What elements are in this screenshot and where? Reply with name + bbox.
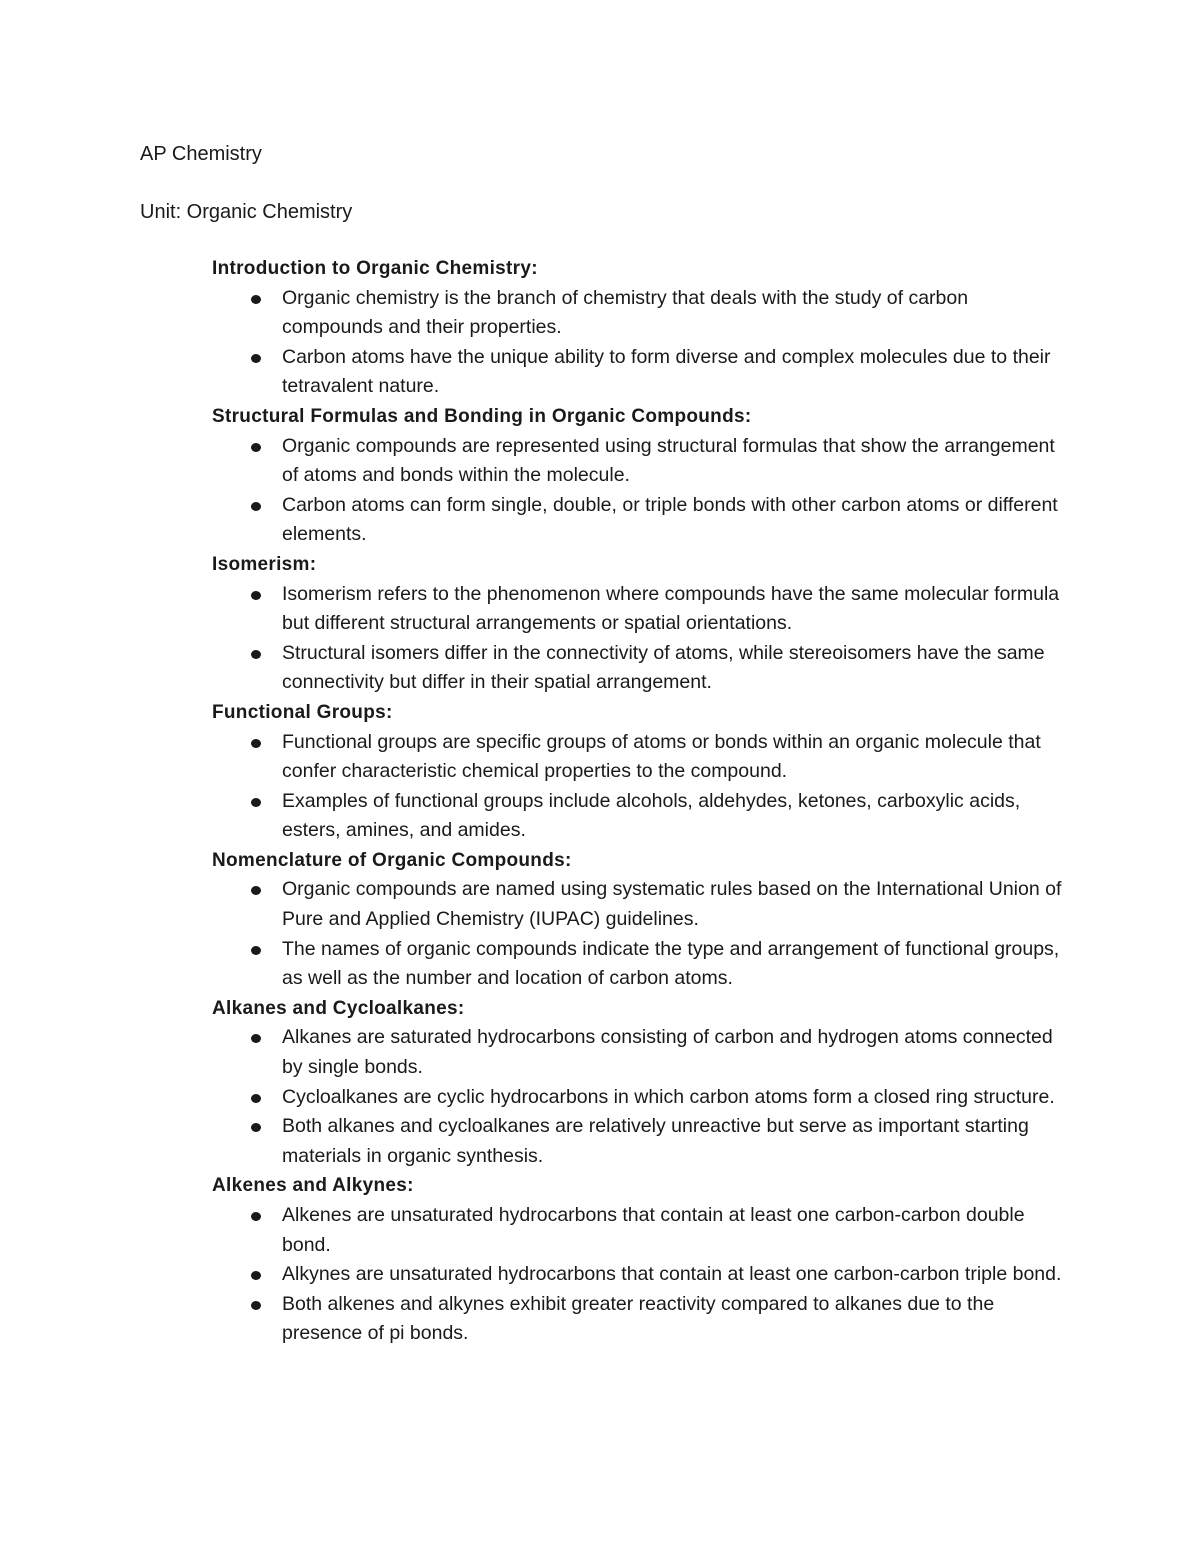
bullet-text: The names of organic compounds indicate the type and arrangement of functional groups, as well as the number and location of carbon atoms. bbox=[282, 937, 1060, 990]
bullet-dot-icon bbox=[251, 443, 261, 452]
bullet-dot-icon bbox=[251, 1212, 261, 1221]
bullet-text: Alkenes are unsaturated hydrocarbons that contain at least one carbon-carbon double bond. bbox=[282, 1204, 1025, 1256]
list-item bbox=[212, 1260, 1072, 1290]
bullet-text: Isomerism refers to the phenomenon where compounds have the same molecular formula but different structural arrangements or spatial orientations. bbox=[282, 582, 1060, 635]
bullet-list bbox=[212, 580, 1072, 698]
list-item bbox=[212, 728, 1072, 787]
list-item bbox=[212, 639, 1072, 698]
bullet-list bbox=[212, 728, 1072, 846]
course-title: AP Chemistry bbox=[140, 143, 262, 165]
list-item bbox=[212, 432, 1072, 491]
bullet-text: Structural isomers differ in the connectivity of atoms, while stereoisomers have the same connectivity but differ in their spatial arrangement. bbox=[282, 641, 1045, 694]
list-item bbox=[212, 787, 1072, 846]
bullet-dot-icon bbox=[251, 946, 261, 955]
bullet-dot-icon bbox=[251, 739, 261, 748]
bullet-list bbox=[212, 284, 1072, 402]
bullet-dot-icon bbox=[251, 1123, 261, 1132]
bullet-list bbox=[212, 432, 1072, 550]
bullet-dot-icon bbox=[251, 354, 261, 363]
list-item bbox=[212, 1112, 1072, 1171]
bullet-dot-icon bbox=[251, 591, 261, 600]
bullet-text: Organic chemistry is the branch of chemistry that deals with the study of carbon compounds and their properties. bbox=[282, 286, 969, 339]
bullet-list bbox=[212, 1201, 1072, 1349]
bullet-list bbox=[212, 875, 1072, 993]
bullet-dot-icon bbox=[251, 502, 261, 511]
list-item bbox=[212, 580, 1072, 639]
bullet-text: Both alkenes and alkynes exhibit greater reactivity compared to alkanes due to the presence of pi bonds. bbox=[282, 1292, 995, 1345]
section-heading: Introduction to Organic Chemistry: bbox=[212, 258, 538, 279]
section-heading: Isomerism: bbox=[212, 553, 317, 575]
bullet-dot-icon bbox=[251, 650, 261, 659]
bullet-text: Carbon atoms can form single, double, or triple bonds with other carbon atoms or different elements. bbox=[282, 493, 1058, 546]
list-item bbox=[212, 284, 1072, 343]
bullet-list bbox=[212, 1023, 1072, 1171]
bullet-dot-icon bbox=[251, 798, 261, 807]
bullet-text: Alkynes are unsaturated hydrocarbons that contain at least one carbon-carbon triple bond. bbox=[282, 1263, 1062, 1286]
bullet-text: Organic compounds are represented using structural formulas that show the arrangement of atoms and bonds within the molecule. bbox=[282, 434, 1055, 487]
bullet-text: Functional groups are specific groups of atoms or bonds within an organic molecule that confer characteristic chemical properties to the compound. bbox=[282, 730, 1041, 783]
section-heading: Alkenes and Alkynes: bbox=[212, 1175, 414, 1197]
list-item bbox=[212, 875, 1072, 934]
bullet-dot-icon bbox=[251, 295, 261, 304]
list-item bbox=[212, 1290, 1072, 1349]
list-item bbox=[212, 1201, 1072, 1260]
bullet-text: Alkanes are saturated hydrocarbons consisting of carbon and hydrogen atoms connected by single bonds. bbox=[282, 1026, 1053, 1079]
bullet-dot-icon bbox=[251, 886, 261, 895]
bullet-text: Carbon atoms have the unique ability to form diverse and complex molecules due to their tetravalent nature. bbox=[282, 345, 1051, 398]
bullet-dot-icon bbox=[251, 1301, 261, 1310]
bullet-dot-icon bbox=[251, 1034, 261, 1043]
bullet-text: Both alkanes and cycloalkanes are relatively unreactive but serve as important starting materials in organic synthesis. bbox=[282, 1115, 1029, 1167]
bullet-text: Examples of functional groups include alcohols, aldehydes, ketones, carboxylic acids, esters, amines, and amides. bbox=[282, 789, 1021, 842]
section-heading: Nomenclature of Organic Compounds: bbox=[212, 849, 572, 871]
list-item bbox=[212, 935, 1072, 994]
list-item bbox=[212, 1023, 1072, 1082]
section-heading: Functional Groups: bbox=[212, 701, 393, 723]
unit-title: Unit: Organic Chemistry bbox=[140, 201, 353, 223]
notes-content bbox=[212, 254, 1072, 1349]
bullet-dot-icon bbox=[251, 1094, 261, 1103]
section-heading: Structural Formulas and Bonding in Organic Compounds: bbox=[212, 405, 752, 427]
bullet-text: Organic compounds are named using systematic rules based on the International Union of Pure and Applied Chemistry (IUPAC) guidelines. bbox=[282, 878, 1062, 931]
bullet-dot-icon bbox=[251, 1271, 261, 1280]
section-heading: Alkanes and Cycloalkanes: bbox=[212, 997, 465, 1019]
list-item bbox=[212, 343, 1072, 402]
list-item bbox=[212, 491, 1072, 550]
list-item bbox=[212, 1083, 1072, 1113]
bullet-text: Cycloalkanes are cyclic hydrocarbons in which carbon atoms form a closed ring structure. bbox=[282, 1085, 1055, 1108]
